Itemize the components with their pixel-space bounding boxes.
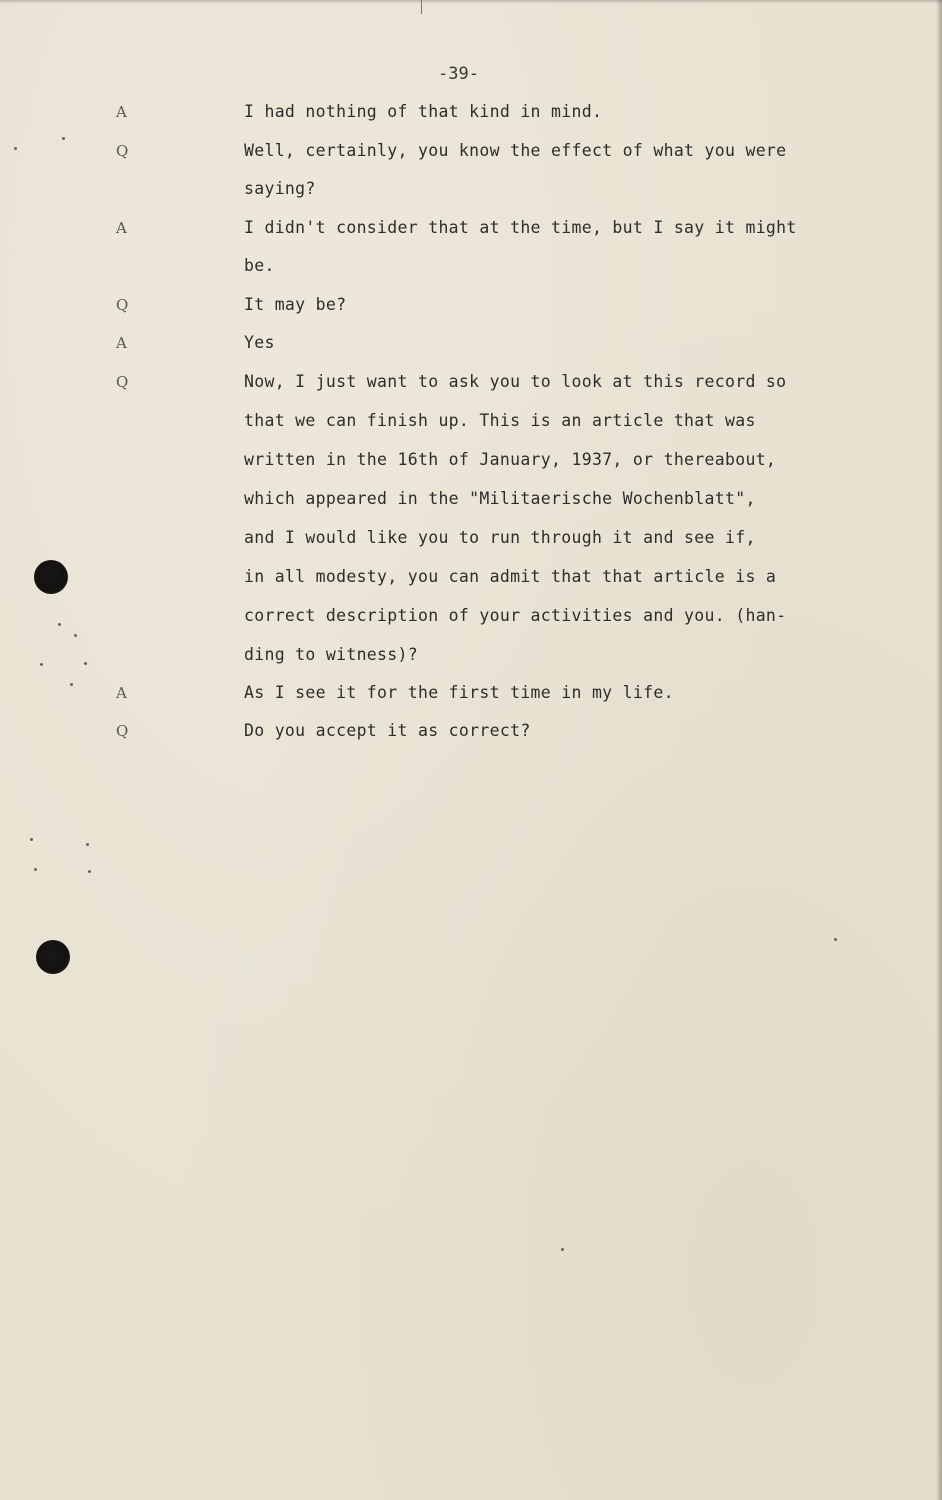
transcript-line: I had nothing of that kind in mind. <box>244 102 603 121</box>
paper-speck <box>58 623 61 626</box>
punch-hole <box>34 560 68 594</box>
transcript-line: that we can finish up. This is an article that was <box>244 411 756 430</box>
transcript-line: It may be? <box>244 295 347 314</box>
transcript-line: Do you accept it as correct? <box>244 721 531 740</box>
transcript-line: be. <box>244 256 275 275</box>
transcript-line: Yes <box>244 333 275 352</box>
paper-speck <box>834 938 837 941</box>
speaker-label: A <box>116 684 127 702</box>
paper-speck <box>34 868 37 871</box>
top-fold-mark <box>421 0 422 14</box>
speaker-label: Q <box>116 373 129 391</box>
transcript-line: correct description of your activities and you. (han- <box>244 606 787 625</box>
speaker-label: Q <box>116 296 129 314</box>
transcript-line: in all modesty, you can admit that that article is a <box>244 567 777 586</box>
paper-speck <box>14 147 17 150</box>
page-number: -39- <box>438 64 479 84</box>
paper-speck <box>30 838 33 841</box>
transcript-line: which appeared in the "Militaerische Wochenblatt", <box>244 489 756 508</box>
speaker-label: A <box>116 103 127 121</box>
transcript-line: and I would like you to run through it and see if, <box>244 528 756 547</box>
transcript-line: Now, I just want to ask you to look at this record so <box>244 372 787 391</box>
paper-speck <box>40 663 43 666</box>
transcript-line: written in the 16th of January, 1937, or thereabout, <box>244 450 777 469</box>
speaker-label: A <box>116 334 127 352</box>
transcript-line: saying? <box>244 179 316 198</box>
paper-speck <box>70 683 73 686</box>
page-top-edge <box>0 0 942 4</box>
paper-speck <box>86 843 89 846</box>
transcript-line: ding to witness)? <box>244 645 418 664</box>
paper-speck <box>88 870 91 873</box>
transcript-line: As I see it for the first time in my life. <box>244 683 674 702</box>
speaker-label: A <box>116 219 127 237</box>
paper-speck <box>84 662 87 665</box>
paper-speck <box>74 634 77 637</box>
page-right-edge <box>936 0 942 1500</box>
speaker-label: Q <box>116 722 129 740</box>
punch-hole <box>36 940 70 974</box>
transcript-line: Well, certainly, you know the effect of what you were <box>244 141 787 160</box>
paper-speck <box>62 137 65 140</box>
transcript-line: I didn't consider that at the time, but I say it might <box>244 218 797 237</box>
paper-speck <box>561 1248 564 1251</box>
speaker-label: Q <box>116 142 129 160</box>
